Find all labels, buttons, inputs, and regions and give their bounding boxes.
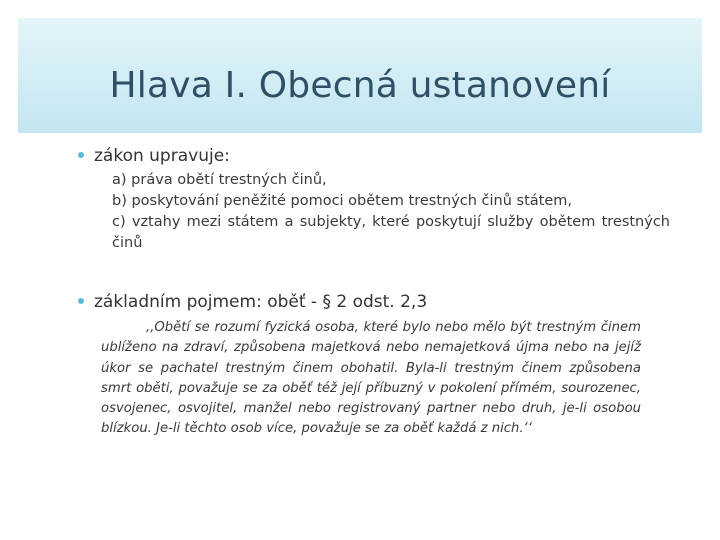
quote-text: ,,Obětí se rozumí fyzická osoba, které bylo nebo mělo být trestným činem ublíženo na zdraví, způsobena majetková nebo nemajetková újma nebo na jejíž úkor se pachatel trestným činem obohatil. Byla-li trestným činem způsobena smrt oběti, považuje se za oběť též její příbuzný v pokolení přímém, sourozenec, osvojenec, osvojitel, manžel nebo registrovaný partner nebo druh, je-li osobou blízkou. Je-li těchto osob více, považuje se za oběť každá z nich.‘‘ xyxy=(101,320,641,437)
slide-title: Hlava I. Obecná ustanovení xyxy=(109,65,611,106)
title-band xyxy=(18,18,702,133)
list-item: c) vztahy mezi státem a subjekty, které poskytují služby obětem trestných činů xyxy=(112,214,670,251)
bullet-item-basic-term xyxy=(78,292,427,312)
list-item: a) práva obětí trestných činů, xyxy=(112,172,327,188)
bullet-item-law-scope xyxy=(78,146,230,166)
bullet-text: zákon upravuje: xyxy=(94,146,230,166)
bullet-text: základním pojmem: oběť - § 2 odst. 2,3 xyxy=(94,292,428,312)
list-item: b) poskytování peněžité pomoci obětem trestných činů státem, xyxy=(112,193,573,209)
definition-quote xyxy=(101,318,641,440)
law-scope-list xyxy=(112,170,670,254)
bullet-dot-icon xyxy=(78,298,84,304)
bullet-dot-icon xyxy=(78,152,84,158)
